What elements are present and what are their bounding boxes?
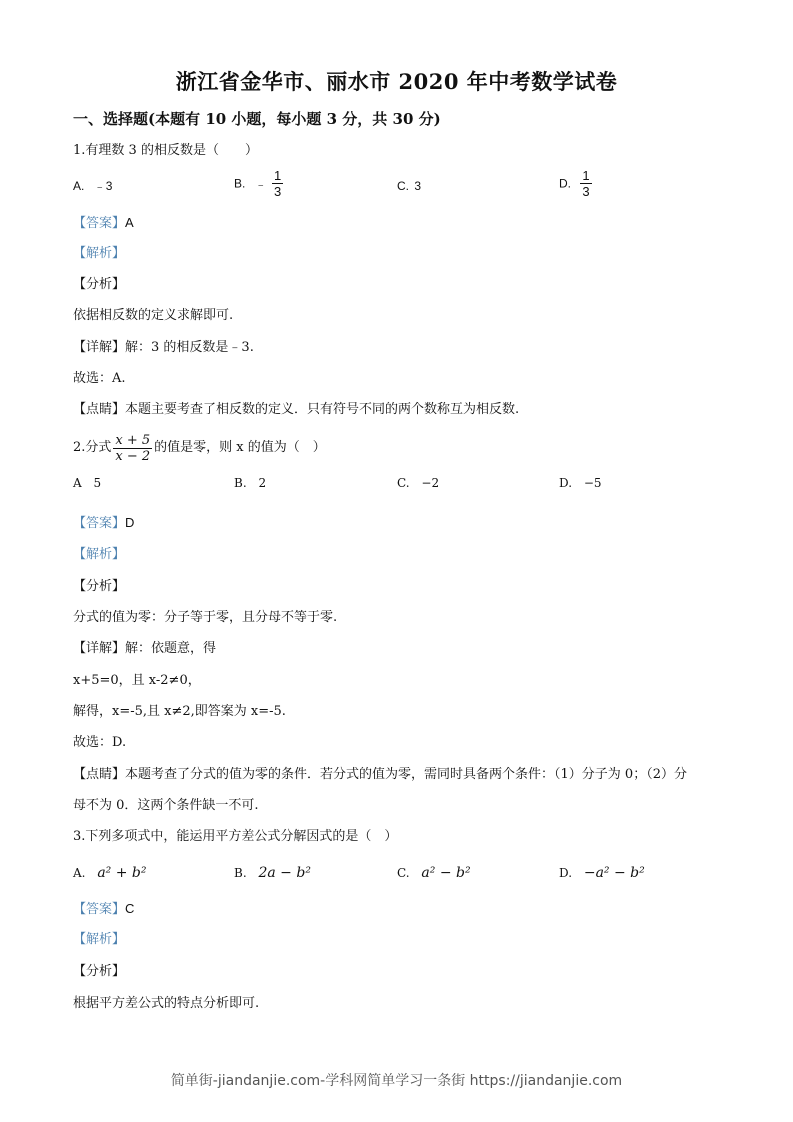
footer-watermark: 简单街-jiandanjie.com-学科网简单学习一条街 https://jiandanjie.com: [170, 1073, 623, 1089]
option-label: C.: [397, 179, 409, 193]
option-value: a² − b²: [421, 865, 471, 881]
q3-jiexi-label: 【解析】: [73, 932, 126, 947]
dianjing-label: 【点睛】: [73, 402, 126, 417]
numerator: 1: [582, 168, 590, 183]
answer-label: 【答案】: [73, 516, 126, 531]
q3-option-b: [234, 864, 311, 882]
dianjing-text: 本题主要考查了相反数的定义．只有符号不同的两个数称互为相反数.: [125, 402, 520, 417]
q2-option-a: [73, 474, 101, 492]
q2-fenxi-text: 分式的值为零：分子等于零，且分母不等于零.: [73, 610, 338, 625]
q2-jiexi-label: 【解析】: [73, 547, 126, 562]
answer-label: 【答案】: [73, 902, 126, 917]
q3-fenxi-text: 根据平方差公式的特点分析即可.: [73, 996, 260, 1011]
stem-prefix: 2.分式: [73, 440, 112, 455]
option-label: C.: [397, 866, 410, 880]
denominator: 3: [274, 184, 282, 199]
option-label: D.: [559, 866, 573, 880]
q1-jiexi-label: 【解析】: [73, 246, 126, 261]
option-label: A.: [73, 866, 86, 880]
xiangjie-text: 解：依题意，得: [125, 641, 217, 656]
q1-guxuan: 故选：A.: [73, 371, 126, 386]
q1-dianjing: [73, 401, 519, 419]
denominator: x − 2: [115, 448, 151, 464]
answer-value: C: [125, 901, 135, 916]
question-1-stem: 1.有理数 3 的相反数是（ ）: [73, 143, 258, 158]
fraction: [272, 168, 283, 199]
q2-option-b: [234, 474, 266, 492]
question-3-stem: 3.下列多项式中，能运用平方差公式分解因式的是（ ）: [73, 829, 398, 844]
q3-fenxi-label: 【分析】: [73, 964, 126, 979]
q2-option-c: [397, 474, 439, 492]
option-value: 5: [93, 476, 102, 490]
option-value: 3: [414, 179, 422, 193]
option-label: D.: [559, 476, 573, 490]
option-label: B.: [234, 866, 247, 880]
document-title: 浙江省金华市、丽水市 2020 年中考数学试卷: [175, 69, 618, 94]
xiangjie-text: 解：3 的相反数是﹣3.: [125, 340, 254, 355]
answer-value: D: [125, 515, 135, 530]
option-label: A.: [73, 179, 85, 193]
stem-suffix: 的值是零，则 x 的值为（ ）: [154, 440, 326, 455]
q2-answer: [73, 514, 134, 533]
q2-option-d: [559, 474, 602, 492]
q1-xiangjie: [73, 339, 254, 357]
q3-option-c: [397, 864, 471, 882]
option-label: B.: [234, 476, 247, 490]
question-2-stem: [73, 428, 326, 468]
option-prefix: ﹣: [254, 176, 267, 191]
option-value: 2: [258, 476, 267, 490]
q1-option-b: [234, 168, 285, 199]
numerator: x + 5: [115, 432, 151, 448]
q2-xiangjie: [73, 640, 216, 658]
q2-fenxi-label: 【分析】: [73, 579, 126, 594]
fraction: [580, 168, 591, 199]
answer-value: A: [125, 215, 134, 230]
dianjing-label: 【点睛】: [73, 767, 126, 782]
xiangjie-label: 【详解】: [73, 641, 126, 656]
option-label: C.: [397, 476, 410, 490]
option-label: B.: [234, 176, 246, 191]
section-heading: 一、选择题(本题有 10 小题，每小题 3 分，共 30 分): [73, 110, 441, 128]
option-value: 2a − b²: [258, 865, 311, 881]
option-label: A: [73, 476, 82, 490]
q2-guxuan: 故选：D.: [73, 735, 127, 750]
q1-fenxi-text: 依据相反数的定义求解即可.: [73, 308, 234, 323]
option-value: −5: [583, 476, 602, 490]
q2-dianjing-line-2: 母不为 0．这两个条件缺一不可.: [73, 798, 259, 813]
q1-option-c: [397, 177, 421, 195]
numerator: 1: [274, 168, 282, 183]
answer-label: 【答案】: [73, 216, 126, 231]
denominator: 3: [582, 184, 590, 199]
xiangjie-label: 【详解】: [73, 340, 126, 355]
option-value: −2: [421, 476, 440, 490]
q3-answer: [73, 900, 134, 919]
q1-option-d: [559, 168, 594, 199]
option-value: −a² − b²: [583, 865, 645, 881]
q3-option-d: [559, 864, 645, 882]
q2-xiangjie-line-3: 解得，x=-5,且 x≠2,即答案为 x=-5.: [73, 704, 286, 719]
option-value: ﹣3: [93, 179, 113, 193]
option-value: a² + b²: [97, 865, 147, 881]
q3-option-a: [73, 864, 146, 882]
option-label: D.: [559, 176, 571, 191]
dianjing-text: 本题考查了分式的值为零的条件．若分式的值为零，需同时具备两个条件：（1）分子为 0；（2）分: [125, 767, 687, 782]
q1-fenxi-label: 【分析】: [73, 277, 126, 292]
stem-fraction: [113, 433, 152, 464]
q1-option-a: [73, 177, 112, 195]
q2-dianjing: [73, 766, 687, 784]
q1-answer: [73, 214, 134, 233]
q2-xiangjie-line-2: x+5=0，且 x-2≠0，: [73, 673, 201, 688]
